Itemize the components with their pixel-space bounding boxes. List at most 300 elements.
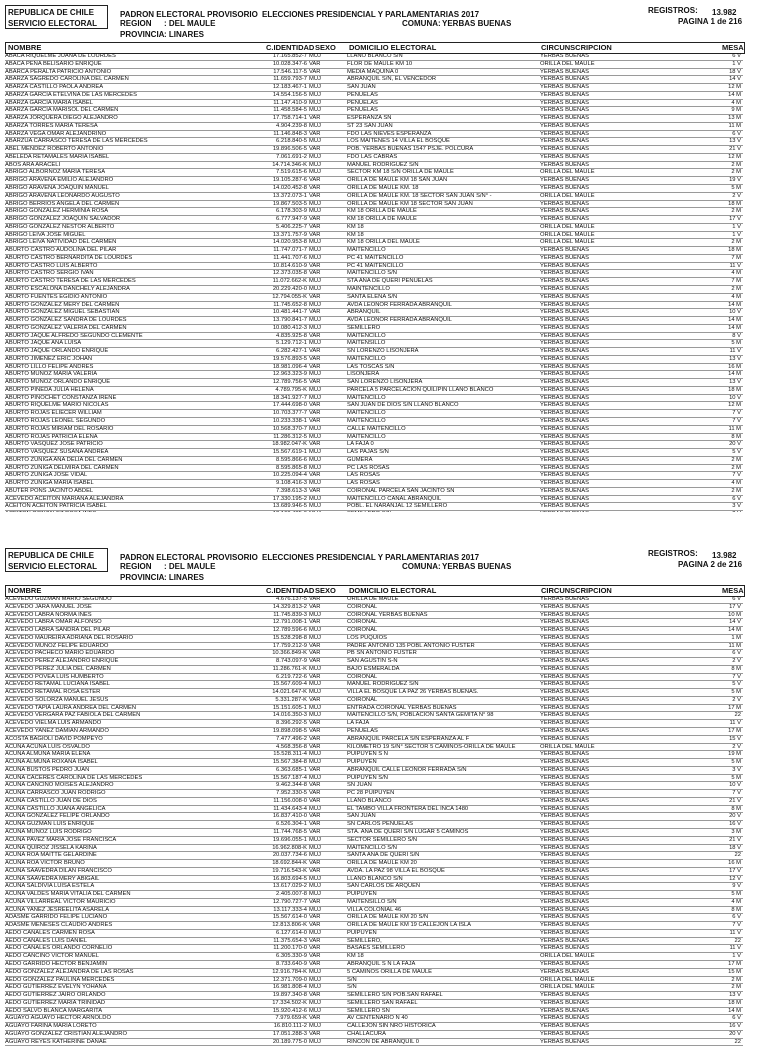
election-title: ELECCIONES PRESIDENCIAL Y PARLAMENTARIAS 2017: [262, 553, 480, 562]
table-row: [5, 434, 743, 442]
voter-table: 2 M: [731, 487, 741, 494]
table-row: [5, 371, 743, 379]
table-row: [5, 961, 743, 969]
org-line-1: REPUBLICA DE CHILE: [8, 551, 94, 560]
voter-name: ABRIGO ARAVENA JOAQUIN MANUEL: [5, 185, 109, 192]
voter-id: 5.406.225-7: [276, 223, 307, 230]
table-row: [5, 340, 743, 348]
voter-address: MAITENSILLO: [347, 340, 386, 347]
col-sexo: SEXO: [315, 586, 336, 595]
voter-address: MAITENCILLO S/N: [347, 270, 397, 277]
provincia-label: PROVINCIA: [120, 573, 165, 582]
voter-table: 17 M: [728, 728, 741, 735]
voter-table: 13 V: [729, 992, 741, 999]
voter-name: ACEVEDO POVEA LUIS HUMBERTO: [5, 673, 104, 680]
voter-address: LOS PUQUIOS: [347, 634, 387, 641]
voter-sex: MUJ: [309, 774, 321, 781]
voter-table: 4 M: [731, 898, 741, 905]
voter-district: YERBAS BUENAS: [540, 650, 589, 657]
voter-address: EL TAMBO VILLA FRONTERA DEL INCA 1480: [347, 805, 469, 812]
voter-address: POB. YERBAS BUENAS 1547 PSJE. POLCURA: [347, 146, 474, 153]
col-identidad: C.IDENTIDAD: [266, 586, 315, 595]
table-row: [5, 883, 743, 891]
voter-address: STA ANA DE QUERI PEÑUELAS: [347, 278, 433, 285]
table-row: [5, 689, 743, 697]
voter-district: YERBAS BUENAS: [540, 914, 589, 921]
voter-sex: MUJ: [309, 317, 321, 324]
table-row: [5, 177, 743, 185]
voter-district: YERBAS BUENAS: [540, 751, 589, 758]
voter-id: 11.375.654-3: [273, 937, 307, 944]
org-line-2: SERVICIO ELECTORAL: [8, 562, 98, 571]
table-row: [5, 658, 743, 666]
voter-district: YERBAS BUENAS: [540, 216, 589, 223]
voter-sex: VAR: [309, 223, 321, 230]
voter-name: ABURTO GONZALEZ MIGUEL SEBASTIAN: [5, 309, 120, 316]
table-row: [5, 868, 743, 876]
voter-address: PADRE ANTONIO 135 POBL ANTONIO FUSTER: [347, 642, 475, 649]
voter-table: 12 V: [729, 875, 741, 882]
voter-address: MAITENCILLO: [347, 394, 386, 401]
voter-district: YERBAS BUENAS: [540, 433, 589, 440]
voter-sex: VAR: [309, 177, 321, 184]
table-row: [5, 53, 743, 61]
voter-id: 11.286.761-K: [272, 665, 307, 672]
voter-sex: MUJ: [309, 1023, 321, 1030]
voter-name: ABARZA CASTILLO PAOLA ANDREA: [5, 84, 104, 91]
voter-address: CALLE MAITENCILLO: [347, 425, 406, 432]
voter-name: ABRIGO ARAVENA EMILIO ALEJANDRO: [5, 177, 114, 184]
voter-name: ACUÑA YAÑEZ JESREELITA ASARELA: [5, 906, 110, 913]
voter-address: ST 23 SAN JUAN: [347, 122, 393, 129]
voter-address: KM 18 ORILLA DE MAULE: [347, 216, 417, 223]
table-row: [5, 712, 743, 720]
table-row: [5, 922, 743, 930]
voter-sex: MUJ: [309, 386, 321, 393]
voter-sex: VAR: [309, 960, 321, 967]
voter-name: ACEVEDO PEREZ ALEJANDRO ENRIQUE: [5, 658, 119, 665]
voter-table: 6 V: [732, 53, 741, 59]
voter-sex: MUJ: [309, 99, 321, 106]
voter-table: 4 M: [731, 99, 741, 106]
comuna-value: YERBAS BUENAS: [442, 19, 512, 28]
voter-id: 7.061.691-2: [276, 153, 307, 160]
voter-table: 16 V: [729, 1023, 741, 1030]
voter-sex: VAR: [309, 937, 321, 944]
col-mesa: MESA: [722, 586, 744, 595]
voter-name: ACUÑA SALDIVIA LUISA ESTELA: [5, 883, 95, 890]
voter-id: [253, 511, 307, 512]
voter-name: ABRIGO BERRIOS ANGELA DEL CARMEN: [5, 200, 120, 207]
table-row: [5, 418, 743, 426]
table-row: [5, 953, 743, 961]
table-row: [5, 263, 743, 271]
voter-name: AGUAYO REYES KATHERINE DANAE: [5, 1038, 107, 1045]
voter-name: AGUAYO AGUAYO HECTOR ARNOLDO: [5, 1015, 111, 1022]
voter-district: YERBAS BUENAS: [540, 138, 589, 145]
voter-id: 17.758.714-1: [272, 115, 307, 122]
voter-sex: MUJ: [309, 425, 321, 432]
voter-table: 14 M: [728, 627, 741, 634]
col-nombre: NOMBRE: [8, 586, 42, 595]
voter-table: 20 V: [729, 441, 741, 448]
voter-name: AEDO GUTIERREZ MARIA TRINIDAD: [5, 999, 106, 1006]
voter-address: SAN JUAN: [347, 813, 376, 820]
voter-district: YERBAS BUENAS: [540, 324, 589, 331]
voter-table: 21 V: [729, 836, 741, 843]
table-row: [5, 604, 743, 612]
voter-id: 13.372.073-1: [272, 192, 307, 199]
voter-table: 7 V: [732, 790, 741, 797]
voter-id: 20.037.734-6: [272, 852, 307, 859]
voter-address: MAITENCILLO: [347, 410, 386, 417]
voter-id: 6.282.427-1: [276, 348, 307, 355]
voter-name: AEDO GARRIDO HECTOR BENJAMIN: [5, 960, 107, 967]
voter-district: YERBAS BUENAS: [540, 813, 589, 820]
table-row: [5, 294, 743, 302]
voter-address: MAITENCILLO: [347, 433, 386, 440]
voter-sex: VAR: [309, 262, 321, 269]
voter-table: 6 V: [732, 1015, 741, 1022]
voter-district: YERBAS BUENAS: [540, 487, 589, 494]
voter-name: ACEVEDO MAUREIRA ADRIANA DEL ROSARIO: [5, 634, 133, 641]
organization-box: [5, 5, 108, 29]
table-row: [5, 782, 743, 790]
voter-table: 3 M: [731, 828, 741, 835]
voter-sex: VAR: [309, 130, 321, 137]
voter-table: 14 M: [728, 91, 741, 98]
voter-name: ABARZA GARCIA MARIA ISABEL: [5, 99, 93, 106]
voter-name: AEDO GONZALEZ PAULINA MERCEDES: [5, 976, 115, 983]
election-title: ELECCIONES PRESIDENCIAL Y PARLAMENTARIAS 2017: [262, 10, 480, 19]
document-title: PADRON ELECTORAL PROVISORIO: [120, 553, 258, 562]
voter-district: YERBAS BUENAS: [540, 177, 589, 184]
voter-name: ACUÑA CASTILLO JUANA ANGELICA: [5, 805, 106, 812]
voter-table: 12 M: [728, 402, 741, 409]
voter-table: 14 M: [728, 1007, 741, 1014]
voter-sex: VAR: [309, 410, 321, 417]
voter-id: 5.129.712-1: [276, 340, 307, 347]
voter-id: 11.441.707-6: [273, 254, 307, 261]
voter-sex: MUJ: [309, 169, 321, 176]
voter-table: 20 V: [729, 1030, 741, 1037]
voter-address: S/N: [347, 984, 357, 991]
voter-id: 12.183.467-1: [272, 84, 307, 91]
voter-address: MAITENCILLO: [347, 247, 386, 254]
page-number: PAGINA 2 de 216: [678, 560, 743, 569]
table-row: [5, 76, 743, 84]
voter-table: 1 V: [732, 223, 741, 230]
voter-id: 11.747.071-7: [273, 247, 307, 254]
voter-name: AGUAYO FARIÑA MARIA LORETO: [5, 1023, 97, 1030]
voter-table: 2 M: [731, 984, 741, 991]
table-row: [5, 278, 743, 286]
voter-sex: MUJ: [309, 1007, 321, 1014]
voter-district: YERBAS BUENAS: [540, 208, 589, 215]
voter-id: 16.837.410-0: [272, 813, 307, 820]
voter-id: 12.789.596-6: [272, 627, 307, 634]
voter-address: ABRANQUIL: [347, 309, 381, 316]
registros-value: 13.982: [712, 551, 737, 560]
org-line-1: REPUBLICA DE CHILE: [8, 8, 94, 17]
voter-sex: VAR: [309, 813, 321, 820]
voter-sex: VAR: [309, 650, 321, 657]
voter-address: SAN CARLOS DE ARQUEN: [347, 883, 421, 890]
voter-table: 2 V: [732, 696, 741, 703]
voter-district: YERBAS BUENAS: [540, 665, 589, 672]
voter-id: 17.444.698-0: [272, 402, 307, 409]
table-row: [5, 356, 743, 364]
voter-district: YERBAS BUENAS: [540, 891, 589, 898]
voter-id: 15.528.298-8: [272, 634, 307, 641]
voter-sex: VAR: [309, 603, 321, 610]
col-domicilio: DOMICILIO ELECTORAL: [349, 43, 437, 52]
voter-district: ORILLA DEL MAULE: [540, 192, 595, 199]
voter-sex: MUJ: [309, 852, 321, 859]
voter-name: ABRIGO LEIVA JOSE MIGUEL: [5, 231, 86, 238]
table-row: [5, 790, 743, 798]
voter-address: BASAES SEMILLERO: [347, 945, 405, 952]
voter-id: 15.920.412-6: [272, 1007, 307, 1014]
voter-table: 16 M: [728, 860, 741, 867]
voter-table: 6 V: [732, 495, 741, 502]
voter-address: LAS PAJAS S/N: [347, 449, 389, 456]
voter-district: YERBAS BUENAS: [540, 611, 589, 618]
table-row: [5, 596, 743, 604]
voter-name: ABURTO ROJAS MIRIAM DEL ROSARIO: [5, 425, 114, 432]
voter-table: 10 V: [729, 309, 741, 316]
table-row: [5, 309, 743, 317]
voter-name: ABRIGO GONZALEZ HERMINIA ROSA: [5, 208, 109, 215]
voter-id: 6.218.840-5: [276, 138, 307, 145]
table-row: [5, 938, 743, 946]
table-row: [5, 364, 743, 372]
voter-district: YERBAS BUENAS: [540, 596, 589, 602]
voter-id: 19.896.506-5: [272, 146, 307, 153]
voter-district: YERBAS BUENAS: [540, 782, 589, 789]
voter-id: 15.567.384-8: [272, 759, 307, 766]
voter-sex: VAR: [309, 293, 321, 300]
voter-address: PB SN ANTONIO FUSTER: [347, 650, 417, 657]
voter-district: YERBAS BUENAS: [540, 735, 589, 742]
voter-table: [700, 511, 741, 512]
voter-sex: MUJ: [309, 1038, 321, 1045]
voter-table: 7 V: [732, 673, 741, 680]
voter-name: ACUÑA CASTILLO JUAN DE DIOS: [5, 797, 97, 804]
voter-table: 5 M: [731, 185, 741, 192]
table-row: [5, 395, 743, 403]
voter-address: SAN AGUSTIN S-N: [347, 658, 398, 665]
voter-district: YERBAS BUENAS: [540, 922, 589, 929]
voter-district: YERBAS BUENAS: [540, 247, 589, 254]
voter-address: SEMILLERO SN: [347, 1007, 390, 1014]
voter-district: YERBAS BUENAS: [540, 464, 589, 471]
voter-district: YERBAS BUENAS: [540, 185, 589, 192]
voter-table: 22: [734, 852, 741, 859]
voter-sex: MUJ: [309, 805, 321, 812]
voter-id: 14.554.156-5: [272, 91, 307, 98]
table-row: [5, 100, 743, 108]
voter-district: YERBAS BUENAS: [540, 681, 589, 688]
table-row: [5, 845, 743, 853]
voter-district: YERBAS BUENAS: [540, 379, 589, 386]
voter-table: 7 V: [732, 922, 741, 929]
voter-sex: VAR: [309, 270, 321, 277]
voter-address: SAN JUAN DE DIOS S/N LLANO BLANCO: [347, 402, 459, 409]
table-row: [5, 387, 743, 395]
voter-name: ABURTO JAQUE ORLANDO ENRIQUE: [5, 348, 109, 355]
voter-id: 18.692.844-K: [272, 860, 307, 867]
voter-sex: MUJ: [309, 627, 321, 634]
voter-address: ORILLA DE MAULE KM 18 SAN JUAN: [347, 177, 448, 184]
voter-id: 15.567.609-4: [272, 681, 307, 688]
table-row: [5, 379, 743, 387]
table-row: [5, 317, 743, 325]
voter-sex: MUJ: [309, 689, 321, 696]
voter-district: YERBAS BUENAS: [540, 348, 589, 355]
voter-table: 22: [734, 1038, 741, 1045]
voter-address: MAINTENCILLO: [347, 285, 390, 292]
voter-id: 13.117.333-4: [273, 906, 307, 913]
voter-address: PEÑUELAS: [347, 728, 378, 735]
voter-sex: VAR: [309, 417, 321, 424]
voter-table: 2 V: [732, 658, 741, 665]
voter-table: 17 M: [728, 704, 741, 711]
voter-sex: MUJ: [309, 464, 321, 471]
voter-sex: MUJ: [309, 394, 321, 401]
voter-id: 12.916.784-K: [272, 968, 307, 975]
voter-table: 2 M: [731, 169, 741, 176]
voter-id: 4.676.137-5: [276, 596, 307, 602]
voter-name: ABURTO ESCALONA DANCHELY ALEJANDRA: [5, 285, 130, 292]
voter-id: 11.072.662-K: [272, 278, 307, 285]
voter-sex: VAR: [309, 192, 321, 199]
voter-sex: VAR: [309, 782, 321, 789]
voter-table: 11 V: [729, 348, 741, 355]
voter-name: AEDO CANALES ORLANDO CORNELIO: [5, 945, 113, 952]
voter-district: YERBAS BUENAS: [540, 262, 589, 269]
voter-sex: MUJ: [309, 208, 321, 215]
voter-address: ENTRADA COIRONAL YERBAS BUENAS: [347, 704, 457, 711]
voter-table: 10 V: [729, 394, 741, 401]
voter-address: PUIPUYEN: [347, 929, 377, 936]
voter-address: PEÑUELAS: [347, 107, 378, 114]
table-row: [5, 169, 743, 177]
voter-table: 5 V: [732, 449, 741, 456]
voter-sex: VAR: [309, 828, 321, 835]
voter-id: 17.330.195-2: [272, 495, 307, 502]
voter-name: ACUÑA ALMUNA MARIA ELENA: [5, 751, 91, 758]
voter-id: 11.147.410-9: [273, 99, 307, 106]
voter-sex: MUJ: [309, 681, 321, 688]
voter-sex: VAR: [309, 472, 321, 479]
voter-name: ABURTO ROJAS ELIECER WILLIAM: [5, 410, 102, 417]
table-row: [5, 325, 743, 333]
voter-name: ABURTO CASTRO BERNARDITA DE LOURDES: [5, 254, 133, 261]
table-row: [5, 728, 743, 736]
voter-district: ORILLA DEL MAULE: [540, 743, 595, 750]
voter-address: LAS ROSAS: [347, 472, 380, 479]
table-row: [5, 627, 743, 635]
voter-id: 13.689.946-5: [272, 503, 307, 510]
voter-table: 4 M: [731, 270, 741, 277]
region-label: REGION: [120, 19, 152, 28]
voter-address: PC 28 PUIPUYEN: [347, 790, 395, 797]
voter-table: 8 V: [732, 332, 741, 339]
voter-address: RINCON DE ABRANQUIL 0: [347, 1038, 419, 1045]
voter-table: 5 M: [731, 689, 741, 696]
voter-sex: VAR: [309, 115, 321, 122]
voter-sex: VAR: [309, 60, 321, 67]
voter-table: 11 V: [729, 945, 741, 952]
voter-id: 6.777.947-9: [276, 216, 307, 223]
voter-name: ABURTO CASTRO AUDOLINA DEL PILAR: [5, 247, 117, 254]
voter-table: 15 V: [729, 735, 741, 742]
voter-district: YERBAS BUENAS: [540, 68, 589, 75]
table-row: [5, 270, 743, 278]
voter-address: MANUEL RODRIGUEZ S/N: [347, 681, 419, 688]
voter-table: 11 M: [728, 425, 741, 432]
voter-table: 2 V: [732, 743, 741, 750]
voter-sex: [309, 511, 329, 512]
voter-id: 10.481.441-7: [272, 309, 307, 316]
voter-id: 14.021.647-K: [272, 689, 307, 696]
voter-district: YERBAS BUENAS: [540, 115, 589, 122]
voter-name: ABURTO LILLO FELIPE ANDRES: [5, 363, 94, 370]
voter-district: YERBAS BUENAS: [540, 860, 589, 867]
voter-table: 13 V: [729, 138, 741, 145]
voter-district: YERBAS BUENAS: [540, 696, 589, 703]
table-row: [5, 333, 743, 341]
voter-name: ABURTO VASQUEZ SUSANA ANDREA: [5, 449, 109, 456]
voter-table: 19 V: [729, 177, 741, 184]
voter-id: 6.526.304-1: [276, 821, 307, 828]
table-row: [5, 1039, 743, 1047]
voter-table: 5 M: [731, 340, 741, 347]
voter-sex: MUJ: [309, 906, 321, 913]
voter-address: MEDIA MAQUINA 0: [347, 68, 399, 75]
voter-sex: MUJ: [309, 495, 321, 502]
voter-table: 18 V: [729, 68, 741, 75]
table-row: [5, 837, 743, 845]
voter-table: 4 M: [731, 480, 741, 487]
voter-table: 13 V: [729, 355, 741, 362]
table-row: [5, 744, 743, 752]
voter-sex: VAR: [309, 790, 321, 797]
voter-district: YERBAS BUENAS: [540, 153, 589, 160]
voter-address: ORILLA DE MAULE KM. 18 SECTOR SAN JUAN S/N° -: [347, 192, 492, 199]
voter-address: CHALLACURA: [347, 1030, 386, 1037]
voter-table: 11 V: [729, 720, 741, 727]
voter-address: FDO LAS CABRAS: [347, 153, 398, 160]
voter-name: ABURTO VASQUEZ JOSE PATRICIO: [5, 441, 103, 448]
voter-id: 2.405.007-8: [276, 891, 307, 898]
voter-sex: MUJ: [309, 976, 321, 983]
voter-address: LOS MAITENES 14 VILLA EL BOSQUE: [347, 138, 450, 145]
voter-district: YERBAS BUENAS: [540, 968, 589, 975]
voter-name: ACUÑA MUÑOZ LUIS RODRIGO: [5, 828, 92, 835]
page-number: PAGINA 1 de 216: [678, 17, 743, 26]
voter-district: YERBAS BUENAS: [540, 130, 589, 137]
voter-sex: MUJ: [309, 324, 321, 331]
voter-sex: MUJ: [309, 875, 321, 882]
table-row: [5, 876, 743, 884]
table-row: [5, 914, 743, 922]
voter-name: ABURTO MUÑOZ ORLANDO ENRIQUE: [5, 379, 111, 386]
voter-name: AEDO CANALES LUIS DANIEL: [5, 937, 88, 944]
voter-sex: VAR: [309, 355, 321, 362]
voter-name: ACUÑA SAAVEDRA DILAN FRANCISCO: [5, 867, 112, 874]
